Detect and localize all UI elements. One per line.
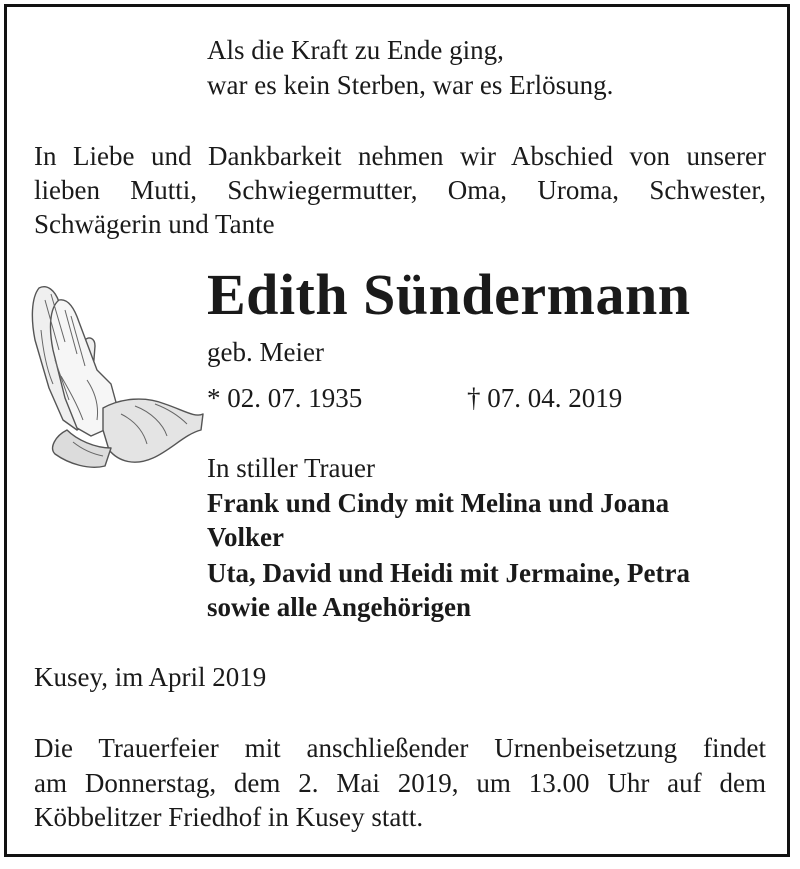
intro-line-1 — [34, 140, 766, 173]
death-date: † 07. 04. 2019 — [467, 383, 623, 413]
mourners-line-1: Frank und Cindy mit Melina und Joana — [207, 488, 670, 518]
motto-line-1: Als die Kraft zu Ende ging, — [207, 35, 504, 65]
intro-text-2: lieben Mutti, Schwiegermutter, Oma, Uroma, Schwester, — [34, 175, 766, 205]
deceased-name: Edith Sündermann — [207, 262, 691, 327]
mourners-line-3: Uta, David und Heidi mit Jermaine, Petra — [207, 558, 690, 588]
ceremony-line-2 — [34, 767, 766, 800]
mourners-heading: In stiller Trauer — [207, 453, 375, 483]
ceremony-text-2: am Donnerstag, dem 2. Mai 2019, um 13.00 Uhr auf dem — [34, 768, 766, 798]
mourners-line-2: Volker — [207, 522, 285, 552]
ceremony-line-3: Köbbelitzer Friedhof in Kusey statt. — [34, 802, 424, 832]
mourners-line-4: sowie alle Angehörigen — [207, 592, 471, 622]
birth-date: * 02. 07. 1935 — [207, 383, 363, 413]
intro-line-2 — [34, 174, 766, 207]
praying-hands-icon — [25, 280, 205, 475]
ceremony-line-1 — [34, 732, 766, 765]
ceremony-text-1: Die Trauerfeier mit anschließender Urnenbeisetzung findet — [34, 733, 766, 763]
motto-line-2: war es kein Sterben, war es Erlösung. — [207, 70, 614, 100]
intro-text-1: In Liebe und Dankbarkeit nehmen wir Abschied von unserer — [34, 141, 766, 171]
place-date: Kusey, im April 2019 — [34, 662, 267, 692]
maiden-name: geb. Meier — [207, 337, 324, 367]
intro-line-3: Schwägerin und Tante — [34, 209, 275, 239]
